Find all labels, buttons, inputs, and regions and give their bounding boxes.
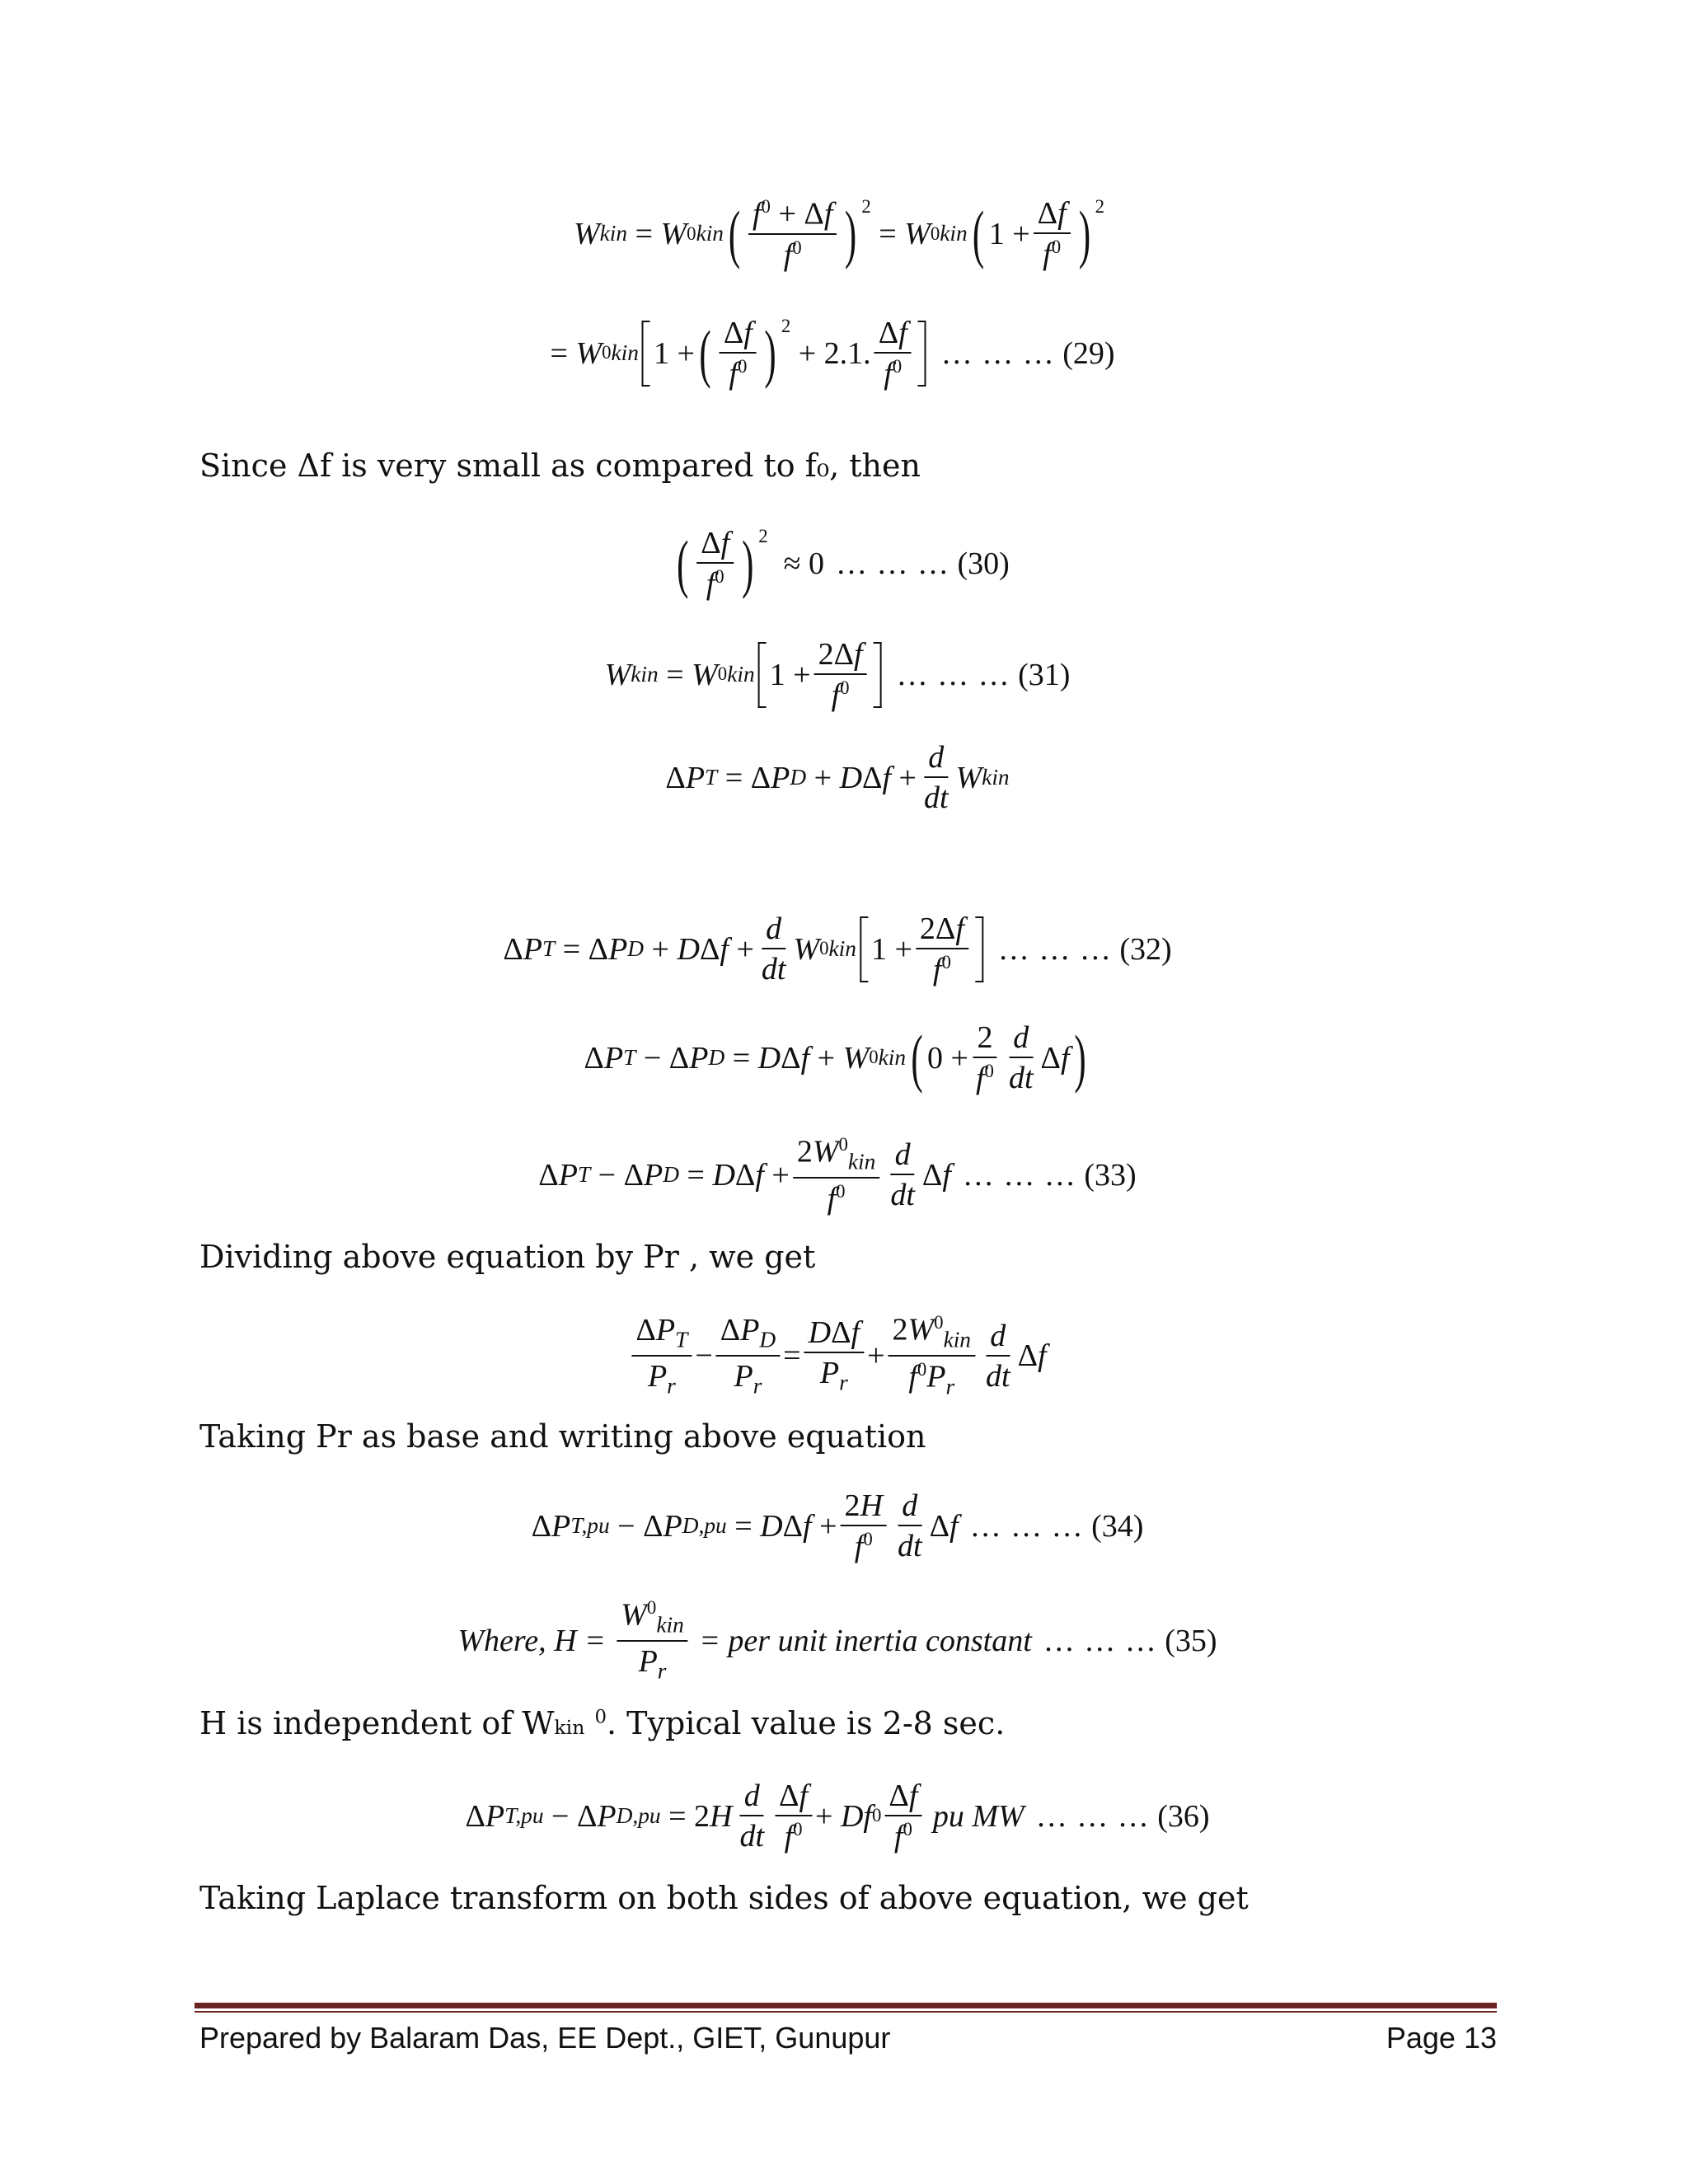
equation-wkin-expansion: W kin = W 0 kin ( $\frac{f^0 + \Delta f}{f^0}$ ) $^2$ = W 0 kin ( 1 + $\frac{\Delta f}{f^0}$ ) $^2$ — [573, 196, 1105, 273]
equation-32-label: (32) — [1119, 931, 1172, 967]
equation-33: Δ P T − Δ P D = D Δ f + $\frac{2W^0_{kin}}{f^0}$ $\frac{d}{dt}$ Δ f … … … (33) — [538, 1134, 1137, 1216]
equation-35: Where, H = $\frac{W^0_{kin}}{P_r}$ = per unit inertia constant … … … (35) — [457, 1597, 1217, 1684]
equation-30: ( $\frac{\Delta f}{f^0}$ ) $^2$ ≈ 0 … … … (30) — [677, 526, 1010, 602]
equation-30-label: (30) — [957, 546, 1010, 581]
equation-35-label: (35) — [1165, 1623, 1217, 1658]
equation-33-label: (33) — [1084, 1157, 1137, 1193]
equation-31-label: (31) — [1018, 657, 1071, 692]
equation-32: Δ P T = Δ P D + D Δ f + $\frac{d}{dt}$ W 0 kin 1 + $\frac{2\Delta f}{f^0}$ … … … (32) — [503, 912, 1172, 987]
equation-31: W kin = W 0 kin 1 + $\frac{2\Delta f}{f^0}$ … … … (31) — [604, 637, 1071, 713]
paragraph-h-independent: H is independent of Wkin $^0$. Typical value is 2-8 sec. — [199, 1705, 1006, 1741]
equation-36-label: (36) — [1157, 1798, 1210, 1834]
equation-34: Δ P T,pu − Δ P D,pu = D Δ f + $\frac{2H}{f^0}$ $\frac{d}{dt}$ Δ f … … … (34) — [531, 1488, 1144, 1564]
footer-page-number: Page 13 — [1386, 2021, 1497, 2055]
equation-29-label: (29) — [1062, 335, 1115, 371]
equation-divided: $\frac{\Delta P_T}{P_r}$ − $\frac{\Delta P_D}{P_r}$ = $\frac{\text{DΔf}}{P_r}$ + $\frac{2W^0_{kin}}{f^0P_r}$ $\frac{d}{dt}$ Δ f — [628, 1314, 1046, 1398]
equation-34-label: (34) — [1091, 1508, 1144, 1544]
equation-intermediate: Δ P T − Δ P D = D Δ f + W 0 kin ( 0 + $\frac{2}{f^0}$ $\frac{d}{dt}$ Δ f ) — [584, 1020, 1086, 1096]
paragraph-laplace: Taking Laplace transform on both sides of above equation, we get — [199, 1880, 1249, 1916]
footer-rule-thin — [195, 2011, 1497, 2013]
paragraph-taking-base: Taking Pr as base and writing above equation — [199, 1418, 926, 1455]
equation-29: = W 0 kin 1 + ( $\frac{\Delta f}{f^0}$ ) $^2$ + 2.1. $\frac{\Delta f}{f^0}$ … … … (29) — [550, 316, 1115, 391]
equation-36: Δ P T,pu − Δ P D,pu = 2 H $\frac{d}{dt}$ $\frac{\Delta f}{f^0}$ + Df 0 $\frac{\Delta f}{f^0}$ pu MW … … … (36) — [465, 1779, 1210, 1854]
paragraph-dividing: Dividing above equation by Pr , we get — [199, 1239, 816, 1275]
footer-author: Prepared by Balaram Das, EE Dept., GIET, Gunupur — [199, 2021, 891, 2055]
equation-power-balance: Δ P T = Δ P D + D Δ f + $\frac{d}{dt}$ W kin — [665, 740, 1010, 815]
footer-rule-thick — [195, 2003, 1497, 2008]
paragraph-since: Since Δf is very small as compared to f₀, then — [199, 448, 921, 484]
